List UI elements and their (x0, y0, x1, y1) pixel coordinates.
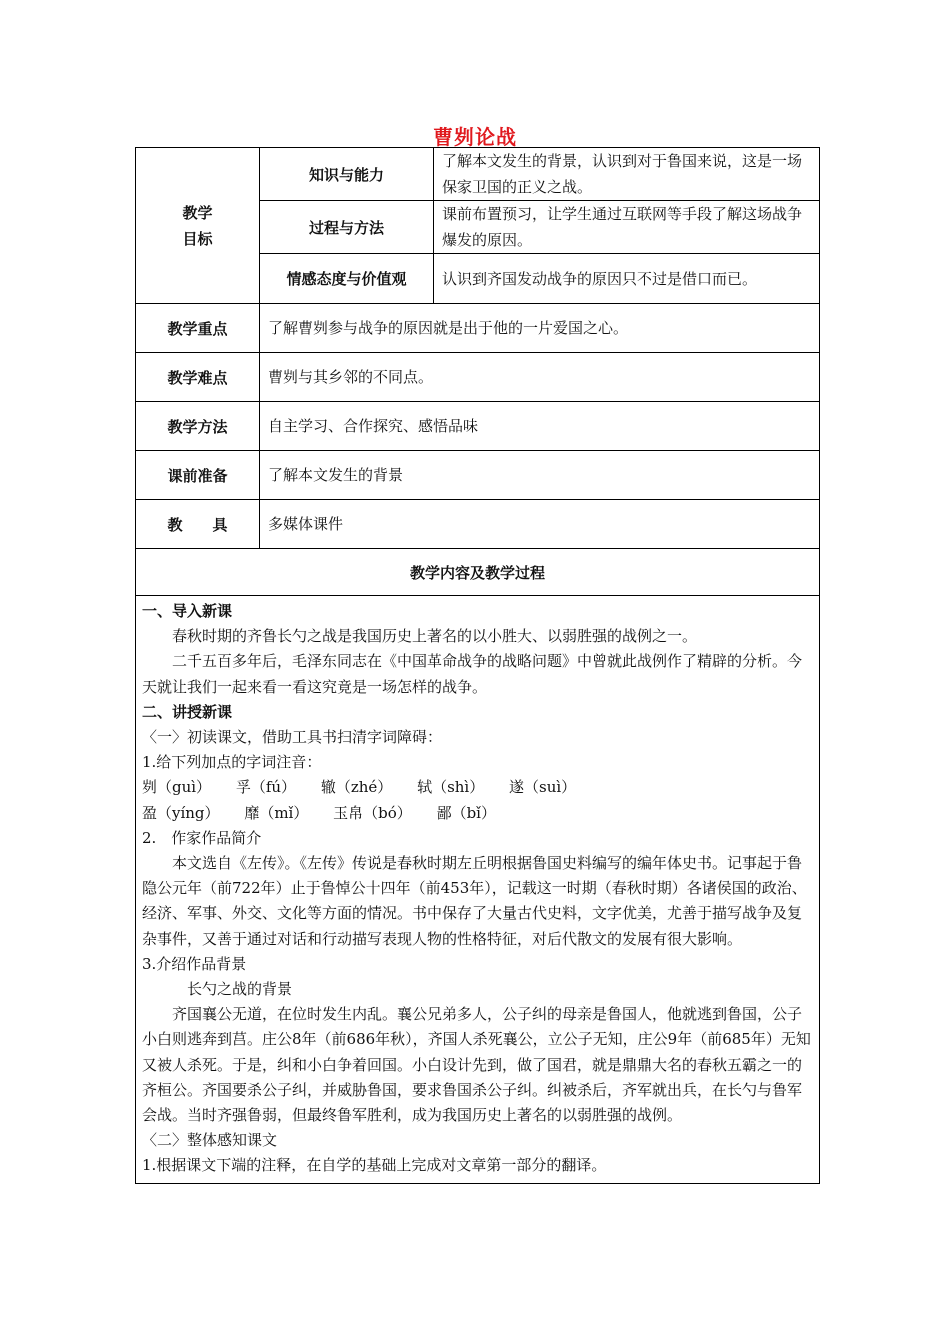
row-text: 多媒体课件 (260, 500, 820, 549)
pinyin-word: 鄙（bǐ） (436, 803, 496, 822)
question: 2. 作家作品简介 (142, 828, 262, 847)
goals-label-cell (136, 148, 260, 304)
info-row (136, 451, 820, 500)
subsection-heading: 〈二〉整体感知课文 (142, 1131, 278, 1150)
lesson-plan-table (135, 147, 820, 1184)
goal-text: 课前布置预习，让学生通过互联网等手段了解这场战争爆发的原因。 (434, 201, 820, 254)
row-label: 课前准备 (136, 451, 260, 500)
paragraph: 春秋时期的齐鲁长勺之战是我国历史上著名的以小胜大、以弱胜强的战例之一。 (172, 627, 698, 646)
info-row (136, 304, 820, 353)
info-row (136, 402, 820, 451)
section-heading: 二、讲授新课 (142, 702, 233, 721)
pinyin-word: 辙（zhé） (320, 778, 393, 797)
pinyin-word: 轼（shì） (417, 778, 485, 797)
info-row (136, 500, 820, 549)
page-title: 曹刿论战 (433, 125, 517, 149)
goal-name: 情感态度与价值观 (260, 254, 434, 304)
pinyin-word: 靡（mǐ） (244, 803, 309, 822)
pinyin-row (142, 775, 813, 800)
goal-text: 认识到齐国发动战争的原因只不过是借口而已。 (434, 254, 820, 304)
paragraph: 齐国襄公无道，在位时发生内乱。襄公兄弟多人，公子纠的母亲是鲁国人，他就逃到鲁国，公子小白则逃奔到莒。庄公8年（前686年秋），齐国人杀死襄公，立公子无知，庄公9年（前685年）无知又被人杀死。于是，纠和小白争着回国。小白设计先到，做了国君，就是鼎鼎大名的春秋五霸之一的齐桓公。齐国要杀公子纠，并威胁鲁国，要求鲁国杀公子纠。纠被杀后，齐军就出兵，在长勺与鲁军会战。当时齐强鲁弱，但最终鲁军胜利，成为我国历史上著名的以弱胜强的战例。 (142, 1005, 811, 1125)
question: 1.根据课文下端的注释，在自学的基础上完成对文章第一部分的翻译。 (142, 1156, 607, 1175)
goal-text: 了解本文发生的背景，认识到对于鲁国来说，这是一场保家卫国的正义之战。 (434, 148, 820, 201)
pinyin-word: 遂（suì） (509, 778, 577, 797)
row-text: 了解本文发生的背景 (260, 451, 820, 500)
subsection-heading: 〈一〉初读课文，借助工具书扫清字词障碍： (142, 728, 443, 747)
pinyin-word: 刿（guì） (142, 778, 212, 797)
goal-name: 过程与方法 (260, 201, 434, 254)
pinyin-row (142, 801, 813, 826)
row-text: 了解曹刿参与战争的原因就是出于他的一片爱国之心。 (260, 304, 820, 353)
goals-label-line2: 目标 (182, 229, 213, 248)
pinyin-word: 孚（fú） (235, 778, 297, 797)
sub-heading: 长勺之战的背景 (187, 980, 293, 999)
question: 3.介绍作品背景 (142, 954, 247, 973)
process-content-row (136, 596, 820, 1184)
pinyin-word: 盈（yíng） (142, 803, 220, 822)
paragraph: 本文选自《左传》。《左传》传说是春秋时期左丘明根据鲁国史料编写的编年体史书。记事起于鲁隐公元年（前722年）止于鲁悼公十四年（前453年），记载这一时期（春秋时期）各诸侯国的政治、经济、军事、外交、文化等方面的情况。书中保存了大量古代史料，文字优美，尤善于描写战争及复杂事件，又善于通过对话和行动描写表现人物的性格特征，对后代散文的发展有很大影响。 (142, 854, 807, 948)
pinyin-word: 玉帛（bó） (333, 803, 412, 822)
question: 1.给下列加点的字词注音： (142, 753, 322, 772)
section-heading: 一、导入新课 (142, 602, 233, 620)
row-label: 教 具 (136, 500, 260, 549)
goals-label-line1: 教学 (182, 203, 213, 222)
row-label: 教学重点 (136, 304, 260, 353)
row-label: 教学难点 (136, 353, 260, 402)
process-header-row (136, 549, 820, 596)
row-text: 自主学习、合作探究、感悟品味 (260, 402, 820, 451)
info-row (136, 353, 820, 402)
goal-row (136, 148, 820, 201)
goal-name: 知识与能力 (260, 148, 434, 201)
paragraph: 二千五百多年后，毛泽东同志在《中国革命战争的战略问题》中曾就此战例作了精辟的分析。今天就让我们一起来看一看这究竟是一场怎样的战争。 (142, 652, 803, 696)
process-content (136, 596, 820, 1184)
row-text: 曹刿与其乡邻的不同点。 (260, 353, 820, 402)
row-label: 教学方法 (136, 402, 260, 451)
process-header: 教学内容及教学过程 (136, 549, 820, 596)
